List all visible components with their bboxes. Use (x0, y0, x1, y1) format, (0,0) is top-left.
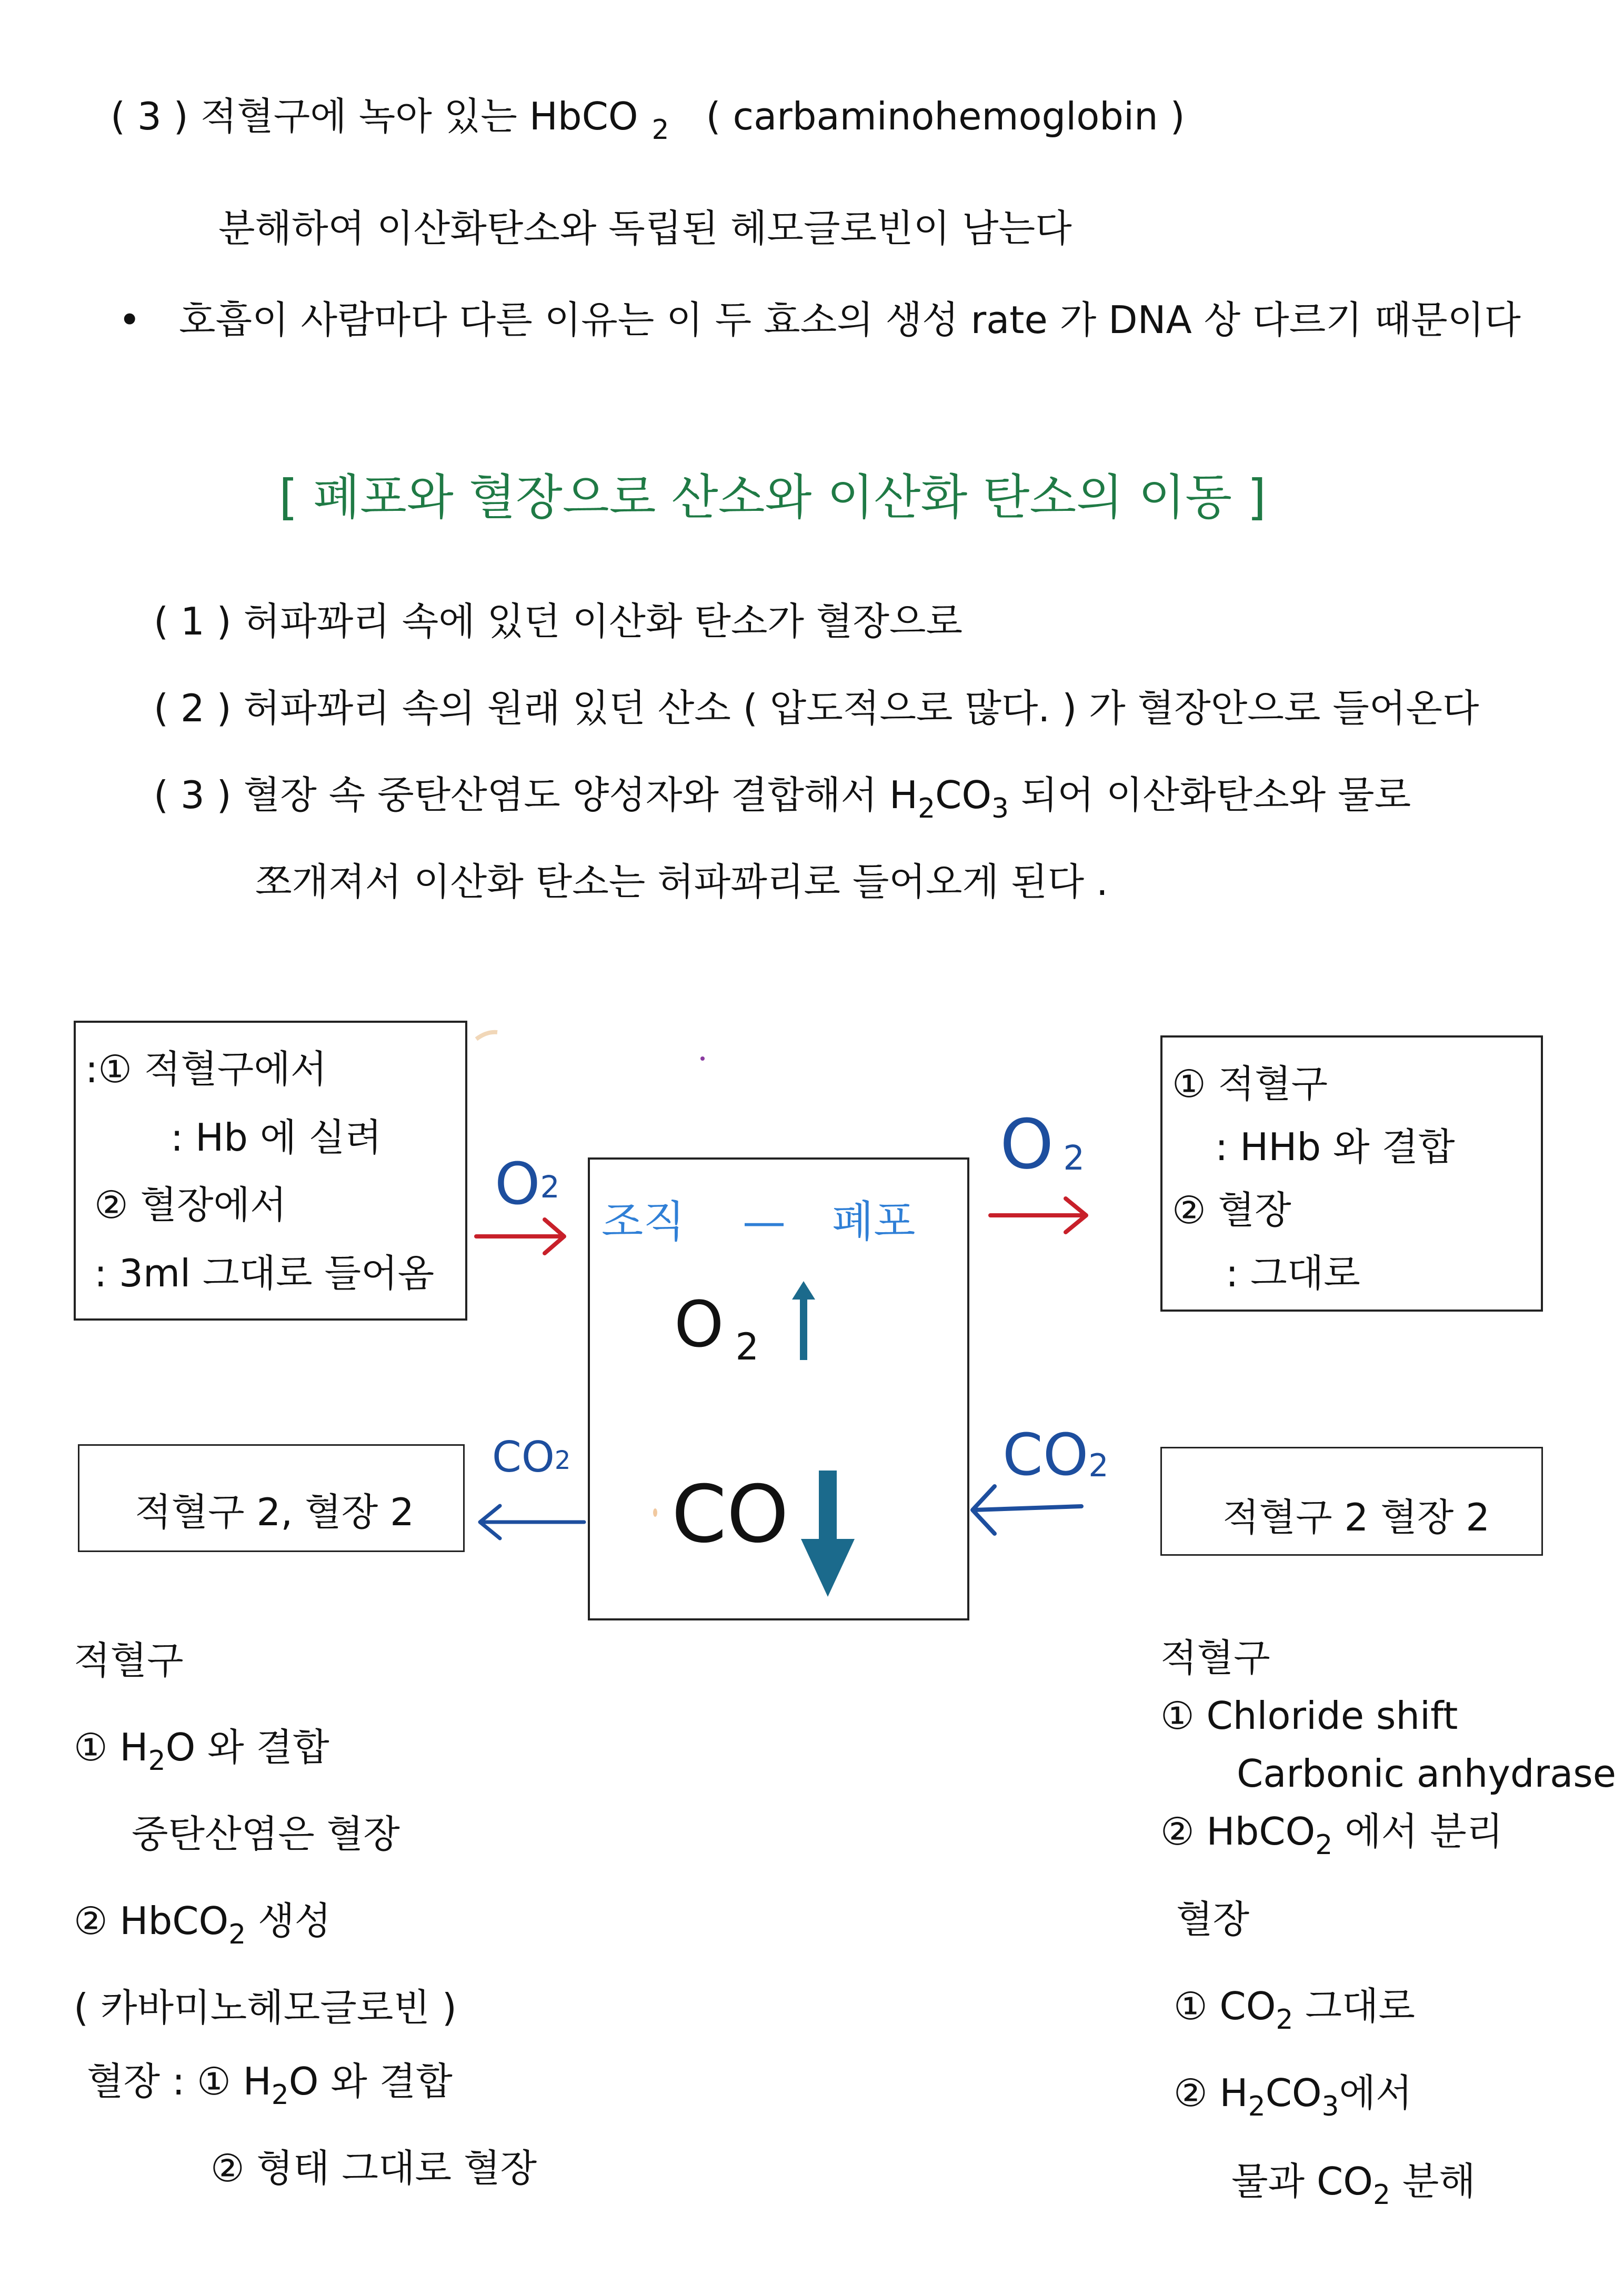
decorative-mark (476, 1032, 497, 1039)
right-notes-title: 적혈구 (1160, 1636, 1270, 1680)
left-o2-arrow (476, 1220, 564, 1253)
left-top-box: :① 적혈구에서 : Hb 에 실려 ② 혈장에서 : 3ml 그대로 들어옴 (74, 1021, 467, 1321)
decorative-dot (653, 1508, 657, 1517)
left-note-1: ① $H_2O$ 와 결합 (74, 1725, 329, 1777)
right-co2-arrow (973, 1486, 1081, 1534)
right-note-3: ② HbCO$_2$ 에서 분리 (1160, 1809, 1503, 1861)
section-title: [ 폐포와 혈장으로 산소와 이산화 탄소의 이동 ] (279, 469, 1267, 526)
center-co: CO (671, 1469, 789, 1560)
right-note-7: 물과 $CO_2$ 분해 (1231, 2159, 1476, 2211)
right-note-2: Carbonic anhydrase (1237, 1751, 1617, 1796)
right-top-box: ① 적혈구 : HHb 와 결합 ② 혈장 : 그대로 (1160, 1035, 1543, 1312)
right-note-5: ① $CO_2$ 그대로 (1174, 1984, 1415, 2036)
left-note-3: ② HbCO$_2$ 생성 (74, 1899, 332, 1951)
step-3-continued: 쪼개져서 이산화 탄소는 허파꽈리로 들어오게 된다 . (255, 860, 1108, 904)
center-o2: O $_2$ (674, 1288, 759, 1368)
co-down-arrow (801, 1471, 855, 1597)
right-o2-label: O 2 (1000, 1104, 1085, 1184)
left-note-6: ② 형태 그대로 혈장 (210, 2146, 537, 2190)
center-title-dash: — (743, 1197, 786, 1247)
right-note-1: ① Chloride shift (1160, 1694, 1458, 1738)
step-2: ( 2 ) 허파꽈리 속의 원래 있던 산소 ( 압도적으로 많다. ) 가 혈장안으로 들어온다 (154, 686, 1479, 730)
step-1: ( 1 ) 허파꽈리 속에 있던 이산화 탄소가 혈장으로 (154, 599, 963, 643)
bullet-text: 호흡이 사람마다 다른 이유는 이 두 효소의 생성 rate 가 DNA 상 다르기 때문이다 (179, 298, 1521, 342)
left-bottom-box: 적혈구 2, 혈장 2 (78, 1444, 465, 1552)
intro-line-1: ( 3 ) 적혈구에 녹아 있는 HbCO $_2$ ( carbaminohemoglobin ) (111, 94, 1185, 146)
right-note-6: ② $H_2CO_3$에서 (1174, 2071, 1412, 2123)
left-co2-arrow (480, 1506, 584, 1538)
center-title-alveoli: 폐포 (832, 1197, 916, 1247)
step-3: ( 3 ) 혈장 속 중탄산염도 양성자와 결합해서 $H_2CO_3$ 되어 이산화탄소와 물로 (154, 773, 1411, 825)
o2-up-arrow (792, 1281, 815, 1360)
right-o2-arrow (990, 1199, 1086, 1232)
left-co2-label: CO2 (492, 1433, 571, 1482)
intro-line-2: 분해하여 이산화탄소와 독립된 헤모글로빈이 남는다 (218, 206, 1072, 250)
bullet-dot: • (118, 298, 141, 342)
left-note-4: ( 카바미노헤모글로빈 ) (74, 1986, 457, 2030)
decorative-dot (700, 1056, 705, 1061)
center-title-tissue: 조직 (602, 1197, 685, 1247)
right-note-4: 혈장 (1176, 1897, 1250, 1941)
right-co2-label: CO2 (1003, 1421, 1109, 1488)
left-o2-label: O2 (495, 1150, 560, 1217)
left-notes-title: 적혈구 (74, 1638, 184, 1683)
left-note-2: 중탄산염은 혈장 (132, 1812, 400, 1856)
left-note-5: 혈장 : ① $H_2O$ 와 결합 (87, 2059, 453, 2111)
right-bottom-box: 적혈구 2 혈장 2 (1160, 1447, 1543, 1556)
